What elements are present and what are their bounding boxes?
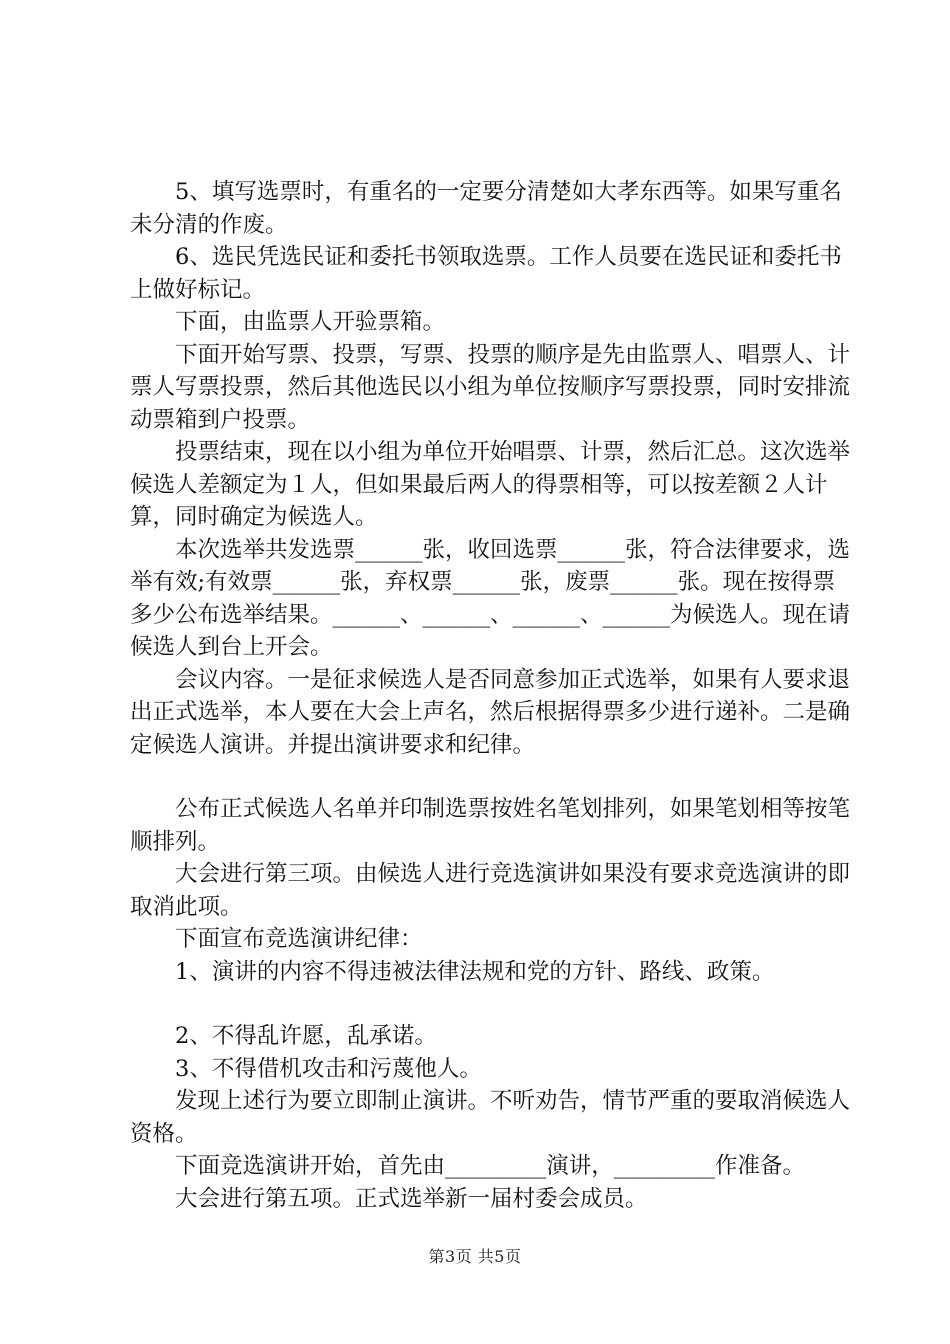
paragraph-item-five: 大会进行第五项。正式选举新一届村委会成员。 xyxy=(175,1185,648,1212)
paragraph-meeting-content: 会议内容。一是征求候选人是否同意参加正式选举，如果有人要求退出正式选举，本人要在大会上声名，然后根据得票多少进行递补。二是确定候选人演讲。并提出演讲要求和纪律。 xyxy=(130,666,851,758)
paragraph-election-result: 本次选举共发选票______张，收回选票______张，符合法律要求，选举有效;有效票______张，弃权票______张，废票______张。现在按得票多少公布选举结果。______、______、______、______为候选人。现在请候选人到台上开会。 xyxy=(130,536,851,660)
paragraph-speech-start: 下面竞选演讲开始，首先由_________演讲，_________作准备。 xyxy=(175,1153,806,1179)
paragraph-voting-order: 下面开始写票、投票，写票、投票的顺序是先由监票人、唱票人、计票人写票投票，然后其他选民以小组为单位按顺序写票投票，同时安排流动票箱到户投票。 xyxy=(130,341,851,433)
document-body xyxy=(130,176,855,1215)
paragraph-counting: 投票结束，现在以小组为单位开始唱票、计票，然后汇总。这次选举候选人差额定为１人，但如果最后两人的得票相等，可以按差额２人计算，同时确定为候选人。 xyxy=(130,439,851,530)
paragraph-inspect-ballot-box: 下面，由监票人开验票箱。 xyxy=(175,309,446,335)
page-number-footer: 第3页 共5页 xyxy=(428,1247,522,1266)
paragraph-rule-one: 1、演讲的内容不得违被法律法规和党的方针、路线、政策。 xyxy=(175,958,775,985)
paragraph-stop-speech: 发现上述行为要立即制止演讲。不听劝告，情节严重的要取消候选人资格。 xyxy=(130,1088,851,1147)
paragraph-speech-rules-heading: 下面宣布竞选演讲纪律： xyxy=(175,926,423,952)
paragraph-rule-two: 2、不得乱许愿，乱承诺。 xyxy=(175,1023,437,1049)
paragraph-candidate-list: 公布正式候选人名单并印制选票按姓名笔划排列，如果笔划相等按笔顺排列。 xyxy=(130,796,851,855)
paragraph-voter-certificate: 6、选民凭选民证和委托书领取选票。工作人员要在选民证和委托书上做好标记。 xyxy=(130,244,842,303)
paragraph-item-three: 大会进行第三项。由候选人进行竞选演讲如果没有要求竞选演讲的即取消此项。 xyxy=(130,861,851,920)
paragraph-ballot-duplicate-names: 5、填写选票时，有重名的一定要分清楚如大孝东西等。如果写重名未分清的作废。 xyxy=(130,179,842,238)
paragraph-rule-three: 3、不得借机攻击和污蔑他人。 xyxy=(175,1055,482,1082)
